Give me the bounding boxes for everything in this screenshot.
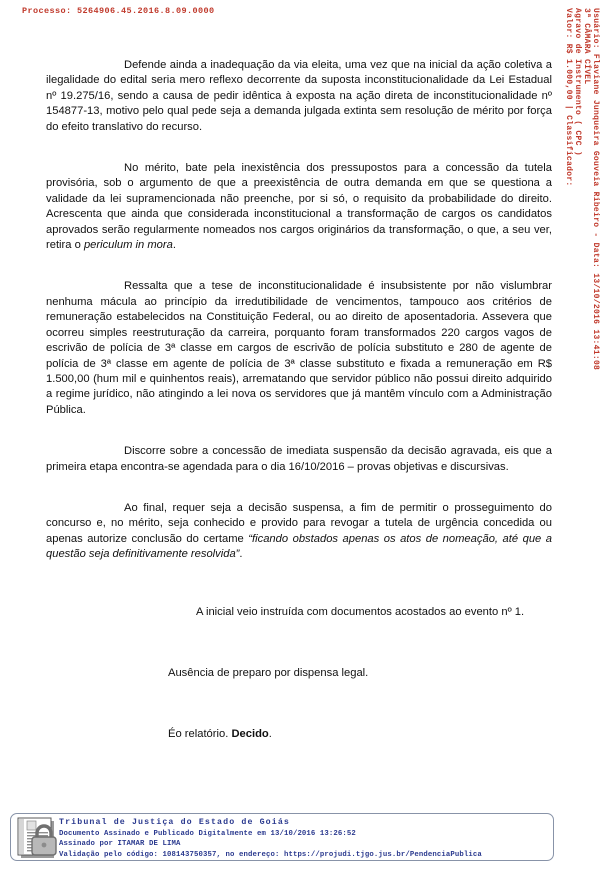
paragraph-2 — [46, 161, 552, 253]
closing-decido-word: Decido — [231, 728, 269, 741]
paragraph-4 — [46, 444, 552, 475]
paragraph-2-text-after: . — [172, 239, 176, 252]
sidebar-line-usuario-data: Usuário: Flaviane Junqueira Gouveia Ribeiro - Data: 13/10/2016 13:41:08 — [591, 8, 600, 371]
paragraph-5-quote: “ficando obstados apenas os atos de nomeação, até que a questão seja definitivamente resolvida” — [46, 532, 552, 561]
closing-initial-line — [46, 605, 552, 620]
closing-preparo-line — [46, 666, 552, 681]
paragraph-3-text: Ressalta que a tese de inconstitucionalidade é insubsistente por não vislumbrar nenhuma mácula ao princípio da irredutibilidade de vencimentos, tampouco aos critérios de remuneração estabelecidos na Constituição Federal, ou ao direito de aposentadoria. Assevera que ocorreu simples reestruturação da carreira, porquanto foram transformados 220 cargos vagos de escrivão de polícia de 3ª classe em cargos de escrivão de polícia substituto e 280 de agente de polícia de 3ª classe em agente de polícia de 3ª classe substituto e fixada a remuneração em R$ 1.500,00 (hum mil e quinhentos reais), arrematando que servidor público não possui direito adquirido a regime jurídico, não atingindo a lei nova os servidores que já mantêm vínculo com a Administração Pública. — [46, 280, 552, 416]
footer-validation-code: Validação pelo código: 108143750357, no endereço: https://projudi.tjgo.jus.br/PendenciaPublica — [59, 850, 482, 859]
footer-signed-published: Documento Assinado e Publicado Digitalmente em 13/10/2016 13:26:52 — [59, 829, 356, 838]
closing-preparo-text: Ausência de preparo por dispensa legal. — [168, 666, 369, 679]
closing-relatorio-prefix: Éo relatório. — [168, 728, 232, 741]
body-spacer — [46, 589, 552, 605]
sidebar-line-valor: Valor: R$ 1.000,00 | Classificador: — [564, 8, 573, 187]
document-body — [46, 58, 552, 789]
paragraph-2-latin-term: periculum in mora — [83, 239, 173, 252]
paragraph-3 — [46, 279, 552, 418]
paragraph-5 — [46, 501, 552, 563]
footer-text-block — [59, 817, 482, 860]
footer-court-name: Tribunal de Justiça do Estado de Goiás — [59, 818, 290, 827]
closing-relatorio-line — [46, 727, 552, 742]
closing-relatorio-suffix: . — [268, 728, 272, 741]
closing-initial-text: A inicial veio instruída com documentos acostados ao evento nº 1. — [196, 605, 525, 618]
vertical-metadata-sidebar — [561, 0, 606, 560]
sidebar-line-camara: 3ª CÂMARA CÍVEL — [582, 8, 591, 85]
footer-signed-by: Assinado por ITAMAR DE LIMA — [59, 840, 181, 849]
sidebar-line-agravo: Agravo de Instrumento ( CPC ) — [573, 8, 582, 156]
process-number-header: Processo: 5264906.45.2016.8.09.0000 — [22, 6, 215, 16]
paragraph-5-text-after: . — [239, 548, 243, 561]
paragraph-1-text: Defende ainda a inadequação da via eleita, uma vez que na inicial da ação coletiva a ilegalidade do edital seria mero reflexo decorrente da suposta inconstitucionalidade da Lei Estadual nº 19.275/16, sendo a causa de pedir idêntica à exposta na ação direta de inconstitucionalidade nº 154877-13, motivo pelo qual pede seja a demanda julgada extinta sem resolução de mérito por força do efeito translativo do recurso. — [46, 59, 552, 133]
document-lock-seal-icon — [15, 816, 65, 860]
paragraph-5-text-before: Ao final, requer seja a decisão suspensa, a fim de permitir o prosseguimento do concurso e, no mérito, seja conhecido e provido para revogar a tutela de urgência concedida ou apenas autorize conclusão do certame — [46, 501, 552, 545]
paragraph-4-text: Discorre sobre a concessão de imediata suspensão da decisão agravada, eis que a primeira etapa encontra-se agendada para o dia 16/10/2016 – provas objetivas e discursivas. — [46, 445, 552, 473]
paragraph-2-text-before: No mérito, bate pela inexistência dos pressupostos para a concessão da tutela provisória, sob o argumento de que a preexistência de outra demanda em que se questiona a validade da lei supramencionada não preenche, por si só, o requisito da probabilidade do direito. Acrescenta que ainda que considerada inconstitucional a transformação de cargos os candidatos aprovados serão regularmente nomeados nos cargos originários da transformação, o que, a seu ver, retira o — [46, 162, 552, 252]
paragraph-1 — [46, 58, 552, 135]
digital-signature-footer — [10, 813, 554, 861]
